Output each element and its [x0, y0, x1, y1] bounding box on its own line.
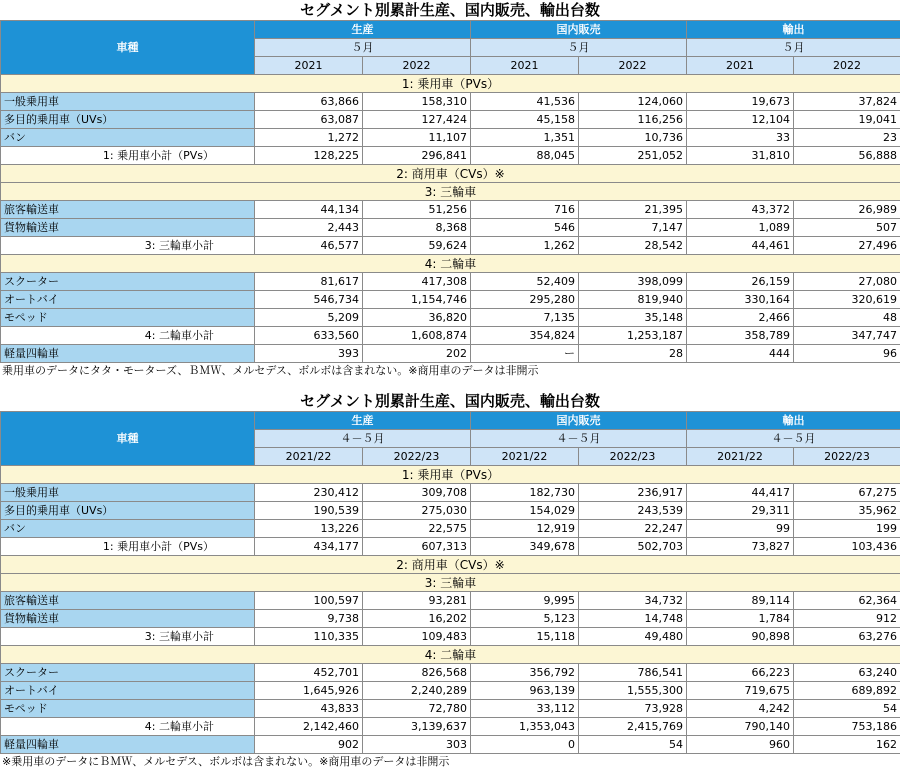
value-cell: 2,240,289 — [363, 682, 471, 700]
group-header: 生産 — [255, 412, 471, 430]
value-cell: 56,888 — [794, 147, 900, 165]
row-label: バン — [1, 520, 255, 538]
table-row — [1, 610, 900, 628]
value-cell: 960 — [687, 736, 794, 754]
value-cell: 12,919 — [471, 520, 579, 538]
period-header: ４－５月 — [471, 430, 687, 448]
section-title: 3: 三輪車 — [1, 183, 900, 201]
period-header: ５月 — [255, 39, 471, 57]
value-cell: 54 — [794, 700, 900, 718]
header-row — [1, 21, 900, 39]
table-row — [1, 682, 900, 700]
year-header: 2021 — [687, 57, 794, 75]
section-title: 1: 乗用車（PVs） — [1, 75, 900, 93]
value-cell: 10,736 — [579, 129, 687, 147]
row-label: 多目的乗用車（UVs） — [1, 111, 255, 129]
subtotal-row — [1, 718, 900, 736]
row-label: 4: 二輪車小計 — [1, 718, 255, 736]
value-cell: 90,898 — [687, 628, 794, 646]
value-cell: 124,060 — [579, 93, 687, 111]
value-cell: 689,892 — [794, 682, 900, 700]
value-cell: 16,202 — [363, 610, 471, 628]
value-cell: 199 — [794, 520, 900, 538]
value-cell: 29,311 — [687, 502, 794, 520]
value-cell: 116,256 — [579, 111, 687, 129]
value-cell: 826,568 — [363, 664, 471, 682]
table-row — [1, 736, 900, 754]
value-cell: 22,247 — [579, 520, 687, 538]
value-cell: 72,780 — [363, 700, 471, 718]
value-cell: 27,080 — [794, 273, 900, 291]
value-cell: 34,732 — [579, 592, 687, 610]
subtotal-row — [1, 327, 900, 345]
row-label: バン — [1, 129, 255, 147]
year-header: 2022/23 — [363, 448, 471, 466]
row-label: オートバイ — [1, 291, 255, 309]
value-cell: 716 — [471, 201, 579, 219]
value-cell: 434,177 — [255, 538, 363, 556]
value-cell: 5,123 — [471, 610, 579, 628]
value-cell: 0 — [471, 736, 579, 754]
value-cell: 15,118 — [471, 628, 579, 646]
row-label: 一般乗用車 — [1, 93, 255, 111]
value-cell: 398,099 — [579, 273, 687, 291]
section-row — [1, 556, 900, 574]
value-cell: 1,253,187 — [579, 327, 687, 345]
value-cell: 786,541 — [579, 664, 687, 682]
table-row — [1, 520, 900, 538]
value-cell: 162 — [794, 736, 900, 754]
row-label: 旅客輸送車 — [1, 201, 255, 219]
value-cell: 110,335 — [255, 628, 363, 646]
value-cell: 303 — [363, 736, 471, 754]
value-cell: 63,087 — [255, 111, 363, 129]
value-cell: 9,738 — [255, 610, 363, 628]
value-cell: 8,368 — [363, 219, 471, 237]
section-row — [1, 165, 900, 183]
value-cell: 452,701 — [255, 664, 363, 682]
value-cell: 66,223 — [687, 664, 794, 682]
value-cell: 753,186 — [794, 718, 900, 736]
header-row — [1, 412, 900, 430]
value-cell: 295,280 — [471, 291, 579, 309]
value-cell: 81,617 — [255, 273, 363, 291]
value-cell: 45,158 — [471, 111, 579, 129]
table-title: セグメント別累計生産、国内販売、輸出台数 — [300, 1, 600, 19]
value-cell: 349,678 — [471, 538, 579, 556]
row-label: モペッド — [1, 309, 255, 327]
value-cell: 41,536 — [471, 93, 579, 111]
subtotal-row — [1, 538, 900, 556]
value-cell: 202 — [363, 345, 471, 363]
value-cell: 230,412 — [255, 484, 363, 502]
value-cell: 67,275 — [794, 484, 900, 502]
value-cell: 59,624 — [363, 237, 471, 255]
value-cell: 128,225 — [255, 147, 363, 165]
value-cell: 54 — [579, 736, 687, 754]
row-label: 1: 乗用車小計（PVs） — [1, 147, 255, 165]
value-cell: 12,104 — [687, 111, 794, 129]
subtotal-row — [1, 237, 900, 255]
value-cell: 790,140 — [687, 718, 794, 736]
value-cell: 100,597 — [255, 592, 363, 610]
year-header: 2022 — [579, 57, 687, 75]
value-cell: 417,308 — [363, 273, 471, 291]
group-header: 生産 — [255, 21, 471, 39]
row-label: 貨物輸送車 — [1, 219, 255, 237]
table-row — [1, 291, 900, 309]
table-row — [1, 345, 900, 363]
value-cell: 103,436 — [794, 538, 900, 556]
section-row — [1, 574, 900, 592]
category-header: 車種 — [1, 412, 255, 466]
section-title: 2: 商用車（CVs）※ — [1, 556, 900, 574]
section-title: 3: 三輪車 — [1, 574, 900, 592]
row-label: 3: 三輪車小計 — [1, 237, 255, 255]
value-cell: 28 — [579, 345, 687, 363]
section-row — [1, 255, 900, 273]
subtotal-row — [1, 628, 900, 646]
section-row — [1, 466, 900, 484]
value-cell: 44,461 — [687, 237, 794, 255]
row-label: 軽量四輪車 — [1, 736, 255, 754]
row-label: 軽量四輪車 — [1, 345, 255, 363]
value-cell: 52,409 — [471, 273, 579, 291]
value-cell: 4,242 — [687, 700, 794, 718]
value-cell: 236,917 — [579, 484, 687, 502]
value-cell: 1,645,926 — [255, 682, 363, 700]
table-row — [1, 273, 900, 291]
value-cell: 127,424 — [363, 111, 471, 129]
value-cell: 37,824 — [794, 93, 900, 111]
table-row — [1, 484, 900, 502]
footnote: ※乗用車のデータにＢＭＷ、メルセデス、ボルボは含まれない。※商用車のデータは非開示 — [2, 755, 450, 768]
value-cell: 1,353,043 — [471, 718, 579, 736]
value-cell: 51,256 — [363, 201, 471, 219]
row-label: 3: 三輪車小計 — [1, 628, 255, 646]
period-header: ４－５月 — [687, 430, 900, 448]
year-header: 2021/22 — [471, 448, 579, 466]
row-label: オートバイ — [1, 682, 255, 700]
value-cell: 1,351 — [471, 129, 579, 147]
value-cell: 43,833 — [255, 700, 363, 718]
year-header: 2022 — [363, 57, 471, 75]
value-cell: 14,748 — [579, 610, 687, 628]
group-header: 輸出 — [687, 21, 900, 39]
section-title: 2: 商用車（CVs）※ — [1, 165, 900, 183]
value-cell: 73,827 — [687, 538, 794, 556]
period-header: ５月 — [687, 39, 900, 57]
value-cell: 63,240 — [794, 664, 900, 682]
period-header: ４－５月 — [255, 430, 471, 448]
value-cell: 63,866 — [255, 93, 363, 111]
row-label: 貨物輸送車 — [1, 610, 255, 628]
section-row — [1, 75, 900, 93]
row-label: 1: 乗用車小計（PVs） — [1, 538, 255, 556]
group-header: 国内販売 — [471, 21, 687, 39]
table-row — [1, 592, 900, 610]
value-cell: 902 — [255, 736, 363, 754]
value-cell: 35,962 — [794, 502, 900, 520]
period-header: ５月 — [471, 39, 687, 57]
row-label: 4: 二輪車小計 — [1, 327, 255, 345]
section-title: 1: 乗用車（PVs） — [1, 466, 900, 484]
table-title: セグメント別累計生産、国内販売、輸出台数 — [300, 392, 600, 410]
value-cell: 43,372 — [687, 201, 794, 219]
value-cell: 22,575 — [363, 520, 471, 538]
value-cell: 2,142,460 — [255, 718, 363, 736]
section-row — [1, 646, 900, 664]
value-cell: 23 — [794, 129, 900, 147]
table-row — [1, 502, 900, 520]
value-cell: 89,114 — [687, 592, 794, 610]
value-cell: 21,395 — [579, 201, 687, 219]
row-label: 多目的乗用車（UVs） — [1, 502, 255, 520]
section-title: 4: 二輪車 — [1, 255, 900, 273]
value-cell: 36,820 — [363, 309, 471, 327]
value-cell: 158,310 — [363, 93, 471, 111]
value-cell: 73,928 — [579, 700, 687, 718]
value-cell: 93,281 — [363, 592, 471, 610]
value-cell: 393 — [255, 345, 363, 363]
value-cell: 633,560 — [255, 327, 363, 345]
table-row — [1, 201, 900, 219]
value-cell: 154,029 — [471, 502, 579, 520]
subtotal-row — [1, 147, 900, 165]
value-cell: 546 — [471, 219, 579, 237]
group-header: 国内販売 — [471, 412, 687, 430]
year-header: 2021 — [255, 57, 363, 75]
value-cell: 26,989 — [794, 201, 900, 219]
value-cell: 99 — [687, 520, 794, 538]
value-cell: 819,940 — [579, 291, 687, 309]
year-header: 2021 — [471, 57, 579, 75]
value-cell: 96 — [794, 345, 900, 363]
value-cell: 48 — [794, 309, 900, 327]
value-cell: 13,226 — [255, 520, 363, 538]
footnote: 乗用車のデータにタタ・モーターズ、ＢＭＷ、メルセデス、ボルボは含まれない。※商用車のデータは非開示 — [2, 364, 539, 377]
value-cell: 9,995 — [471, 592, 579, 610]
value-cell: 11,107 — [363, 129, 471, 147]
value-cell: 356,792 — [471, 664, 579, 682]
statistics-table — [0, 20, 900, 363]
value-cell: 1,272 — [255, 129, 363, 147]
value-cell: 5,209 — [255, 309, 363, 327]
value-cell: 31,810 — [687, 147, 794, 165]
value-cell: 1,154,746 — [363, 291, 471, 309]
statistics-table — [0, 411, 900, 754]
value-cell: 46,577 — [255, 237, 363, 255]
year-header: 2022/23 — [794, 448, 900, 466]
table-row — [1, 219, 900, 237]
value-cell: 309,708 — [363, 484, 471, 502]
value-cell: 44,417 — [687, 484, 794, 502]
row-label: モペッド — [1, 700, 255, 718]
table-row — [1, 700, 900, 718]
year-header: 2022 — [794, 57, 900, 75]
value-cell: 27,496 — [794, 237, 900, 255]
value-cell: 2,443 — [255, 219, 363, 237]
value-cell: 330,164 — [687, 291, 794, 309]
value-cell: 33 — [687, 129, 794, 147]
value-cell: 719,675 — [687, 682, 794, 700]
value-cell: 3,139,637 — [363, 718, 471, 736]
value-cell: 182,730 — [471, 484, 579, 502]
value-cell: 190,539 — [255, 502, 363, 520]
value-cell: 2,415,769 — [579, 718, 687, 736]
value-cell: 19,041 — [794, 111, 900, 129]
value-cell: 109,483 — [363, 628, 471, 646]
row-label: 一般乗用車 — [1, 484, 255, 502]
value-cell: 502,703 — [579, 538, 687, 556]
value-cell: 320,619 — [794, 291, 900, 309]
table-row — [1, 111, 900, 129]
value-cell: 44,134 — [255, 201, 363, 219]
value-cell: 1,089 — [687, 219, 794, 237]
year-header: 2022/23 — [579, 448, 687, 466]
value-cell: 63,276 — [794, 628, 900, 646]
value-cell: 88,045 — [471, 147, 579, 165]
value-cell: 1,784 — [687, 610, 794, 628]
group-header: 輸出 — [687, 412, 900, 430]
value-cell: 1,262 — [471, 237, 579, 255]
category-header: 車種 — [1, 21, 255, 75]
section-row — [1, 183, 900, 201]
value-cell: 35,148 — [579, 309, 687, 327]
value-cell: 275,030 — [363, 502, 471, 520]
value-cell: 444 — [687, 345, 794, 363]
value-cell: 28,542 — [579, 237, 687, 255]
value-cell: 546,734 — [255, 291, 363, 309]
value-cell: 7,147 — [579, 219, 687, 237]
value-cell: 1,555,300 — [579, 682, 687, 700]
row-label: 旅客輸送車 — [1, 592, 255, 610]
value-cell: 607,313 — [363, 538, 471, 556]
table-row — [1, 664, 900, 682]
table-row — [1, 309, 900, 327]
value-cell: 347,747 — [794, 327, 900, 345]
value-cell: 7,135 — [471, 309, 579, 327]
value-cell: 26,159 — [687, 273, 794, 291]
value-cell: 19,673 — [687, 93, 794, 111]
table-row — [1, 129, 900, 147]
row-label: スクーター — [1, 664, 255, 682]
table-row — [1, 93, 900, 111]
value-cell: 963,139 — [471, 682, 579, 700]
value-cell: 62,364 — [794, 592, 900, 610]
value-cell: 507 — [794, 219, 900, 237]
value-cell: 912 — [794, 610, 900, 628]
value-cell: 251,052 — [579, 147, 687, 165]
value-cell: 358,789 — [687, 327, 794, 345]
row-label: スクーター — [1, 273, 255, 291]
value-cell: ー — [471, 345, 579, 363]
year-header: 2021/22 — [687, 448, 794, 466]
value-cell: 354,824 — [471, 327, 579, 345]
section-title: 4: 二輪車 — [1, 646, 900, 664]
value-cell: 2,466 — [687, 309, 794, 327]
value-cell: 33,112 — [471, 700, 579, 718]
year-header: 2021/22 — [255, 448, 363, 466]
value-cell: 243,539 — [579, 502, 687, 520]
value-cell: 1,608,874 — [363, 327, 471, 345]
value-cell: 49,480 — [579, 628, 687, 646]
value-cell: 296,841 — [363, 147, 471, 165]
